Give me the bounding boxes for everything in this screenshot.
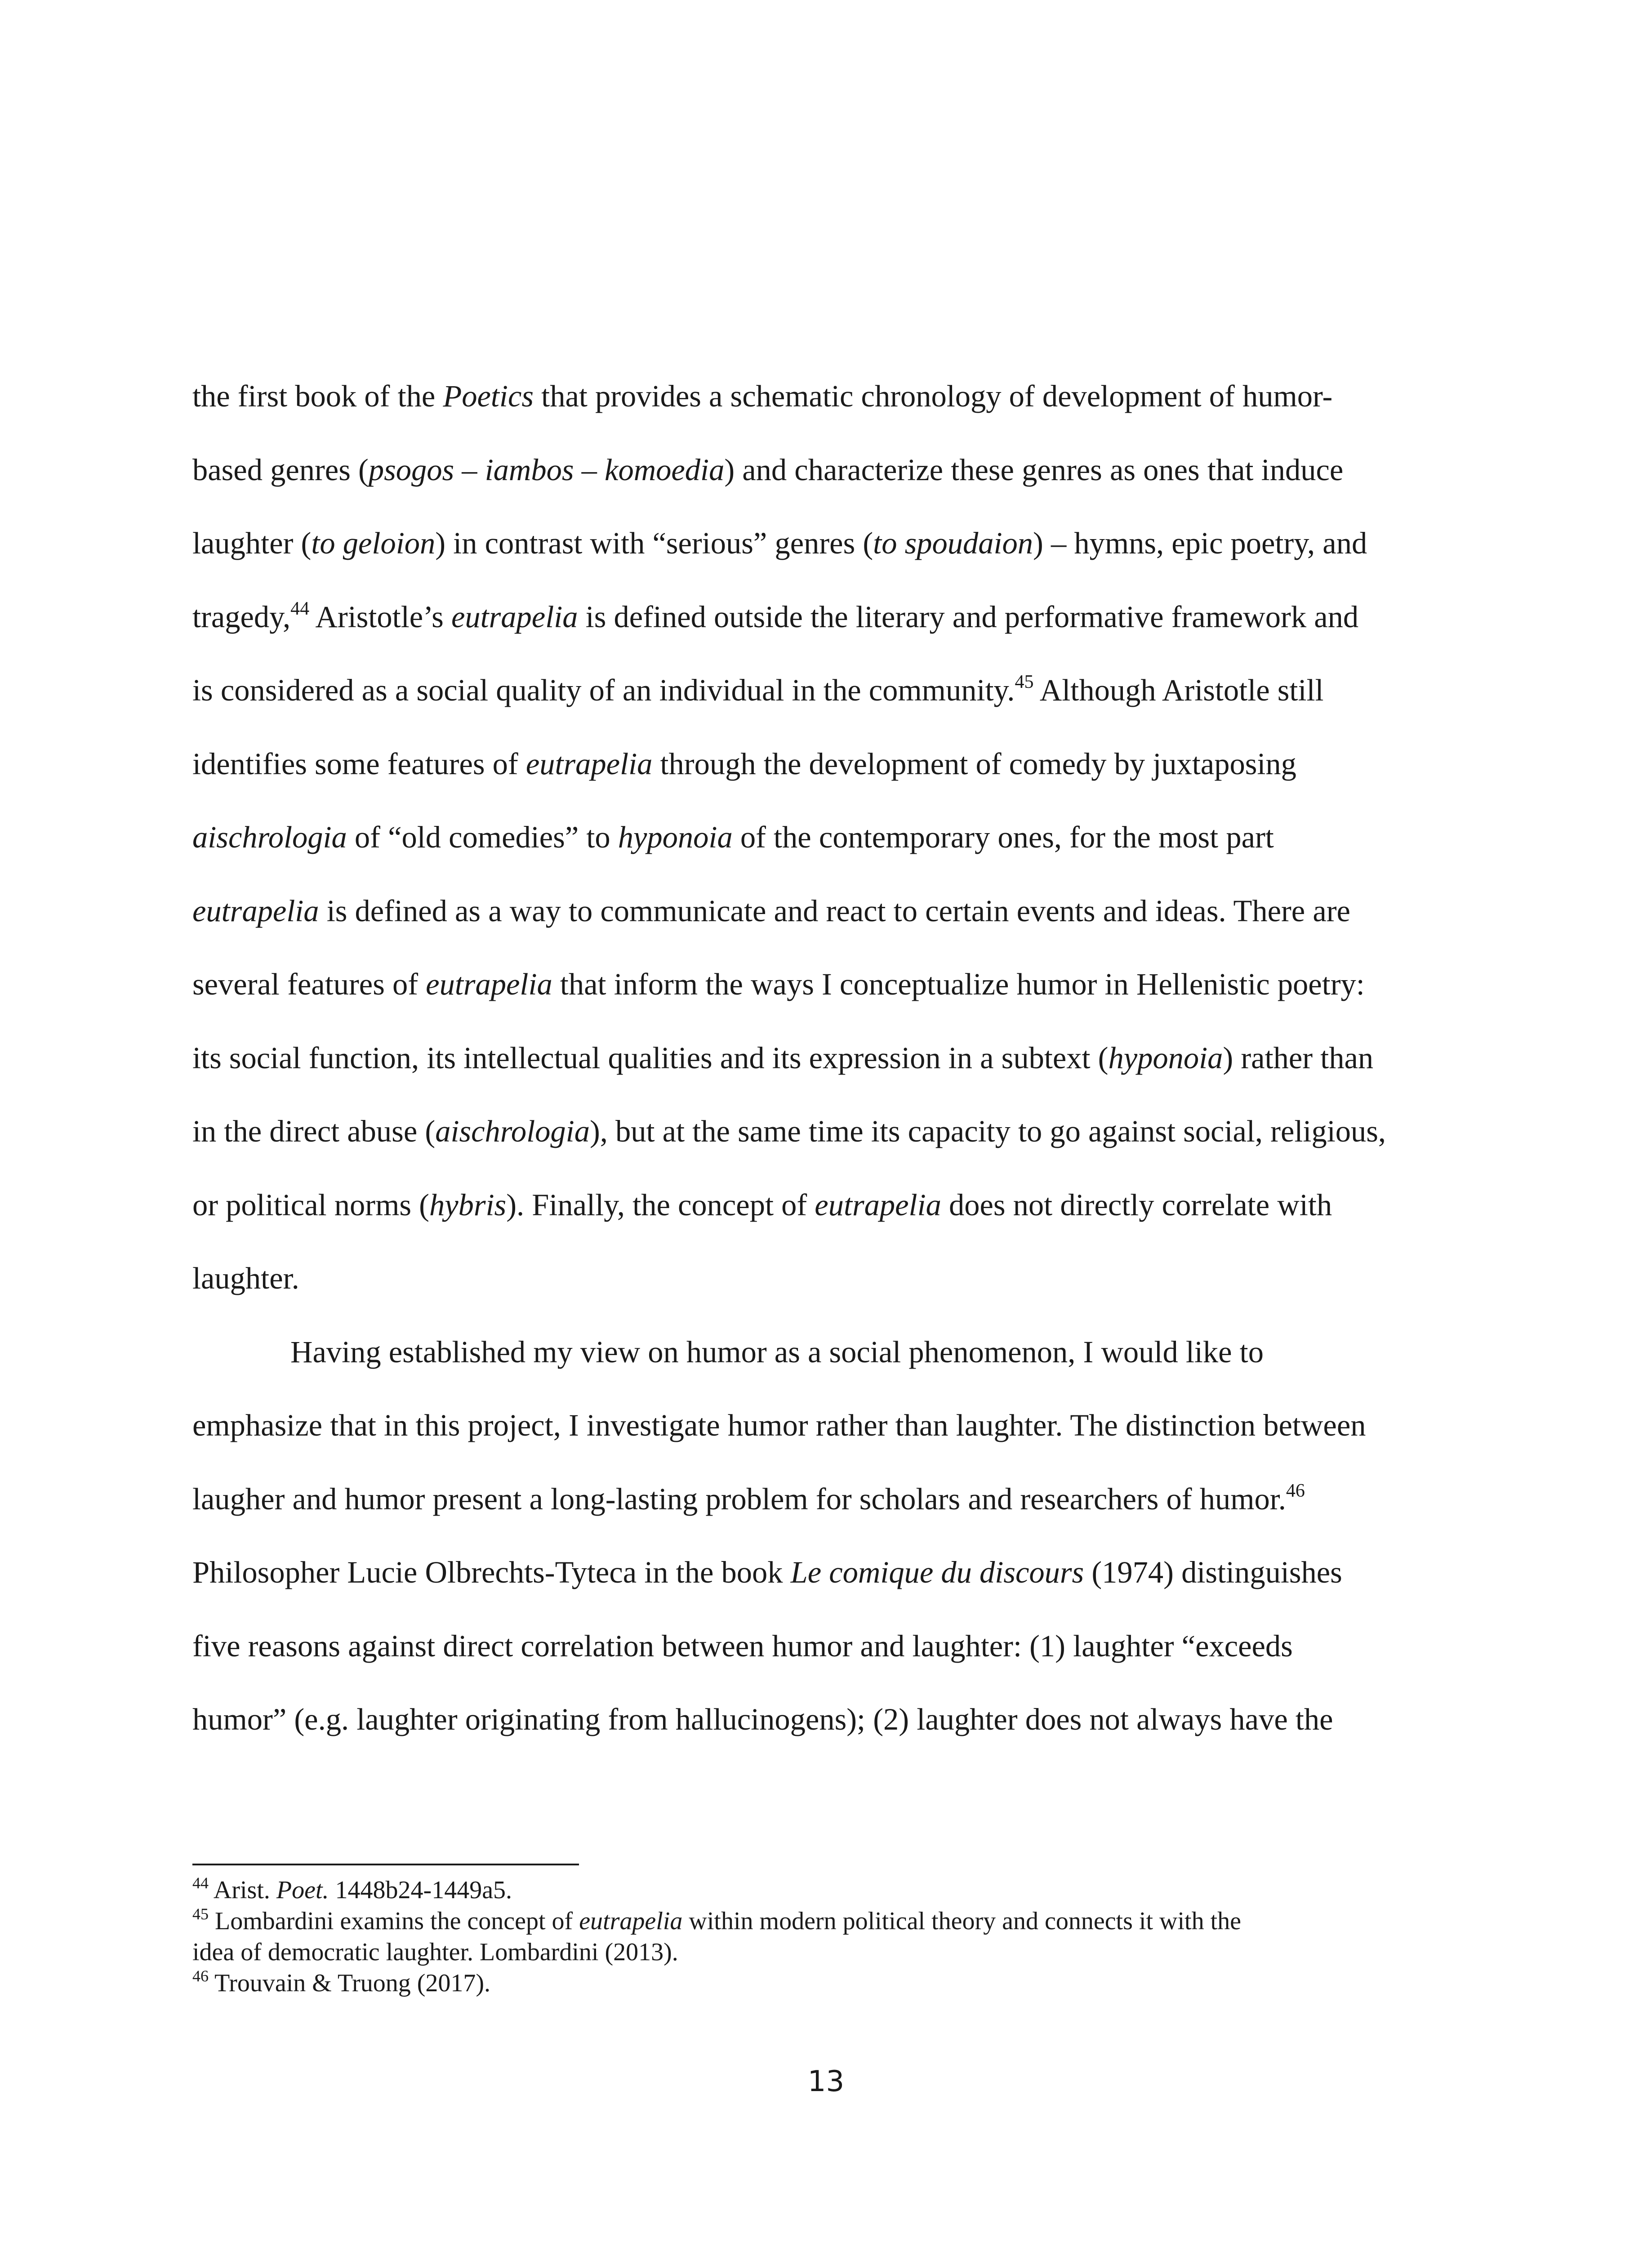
text-line: based genres (psogos – iambos – komoedia) and characterize these genres as ones that induce [192,452,1344,487]
footnote-ref-44: 44 [290,598,310,619]
text-line: eutrapelia is defined as a way to communicate and react to certain events and ideas. There are [192,893,1350,928]
text-line: identifies some features of eutrapelia through the development of comedy by juxtaposing [192,746,1296,781]
footnote-ref-46: 46 [1286,1480,1305,1501]
text-line: laughter. [192,1261,299,1295]
text-line: Philosopher Lucie Olbrechts-Tyteca in the book Le comique du discours (1974) distinguishes [192,1555,1342,1589]
text-line: in the direct abuse (aischrologia), but at the same time its capacity to go against social, religious, [192,1114,1386,1148]
footnotes [192,1875,1465,1999]
text-line: humor” (e.g. laughter originating from hallucinogens); (2) laughter does not always have the [192,1702,1333,1736]
footnote-44: $^{44}$ Arist. Poet. 1448b24-1449a5. [192,1874,512,1904]
text-line: several features of eutrapelia that inform the ways I conceptualize humor in Hellenistic poetry: [192,967,1365,1001]
text-line: its social function, its intellectual qualities and its expression in a subtext (hyponoia) rather than [192,1040,1374,1075]
paragraph-start-line: Having established my view on humor as a social phenomenon, I would like to [290,1334,1264,1369]
text-line: laughter (to geloion) in contrast with “serious” genres (to spoudaion) – hymns, epic poetry, and [192,526,1367,560]
footnote-46: $^{46}$ Trouvain & Truong (2017). [192,1967,491,1997]
text-line: laugher and humor present a long-lasting problem for scholars and researchers of humor.$^{46}$ [192,1480,1305,1516]
page-number: 13 [807,2065,845,2098]
text-line: the first book of the Poetics that provides a schematic chronology of development of humor- [192,379,1333,413]
text-line: or political norms (hybris). Finally, the concept of eutrapelia does not directly correlate with [192,1187,1332,1222]
body-text [192,360,1465,1757]
text-line: emphasize that in this project, I investigate humor rather than laughter. The distinction between [192,1408,1366,1442]
text-line: aischrologia of “old comedies” to hyponoia of the contemporary ones, for the most part [192,820,1274,854]
footnote-separator [192,1864,579,1865]
footnote-45: $^{45}$ Lombardini examins the concept of eutrapelia within modern political theory and connects it with the [192,1905,1241,1935]
footnote-45-continued: idea of democratic laughter. Lombardini (2013). [192,1938,678,1966]
text-line: is considered as a social quality of an individual in the community.$^{45}$ Although Aristotle still [192,672,1324,707]
text-line: tragedy,$^{44}$ Aristotle’s eutrapelia is defined outside the literary and performative framework and [192,598,1359,634]
text-line: five reasons against direct correlation between humor and laughter: (1) laughter “exceeds [192,1628,1293,1663]
footnote-ref-45: 45 [1015,672,1034,692]
